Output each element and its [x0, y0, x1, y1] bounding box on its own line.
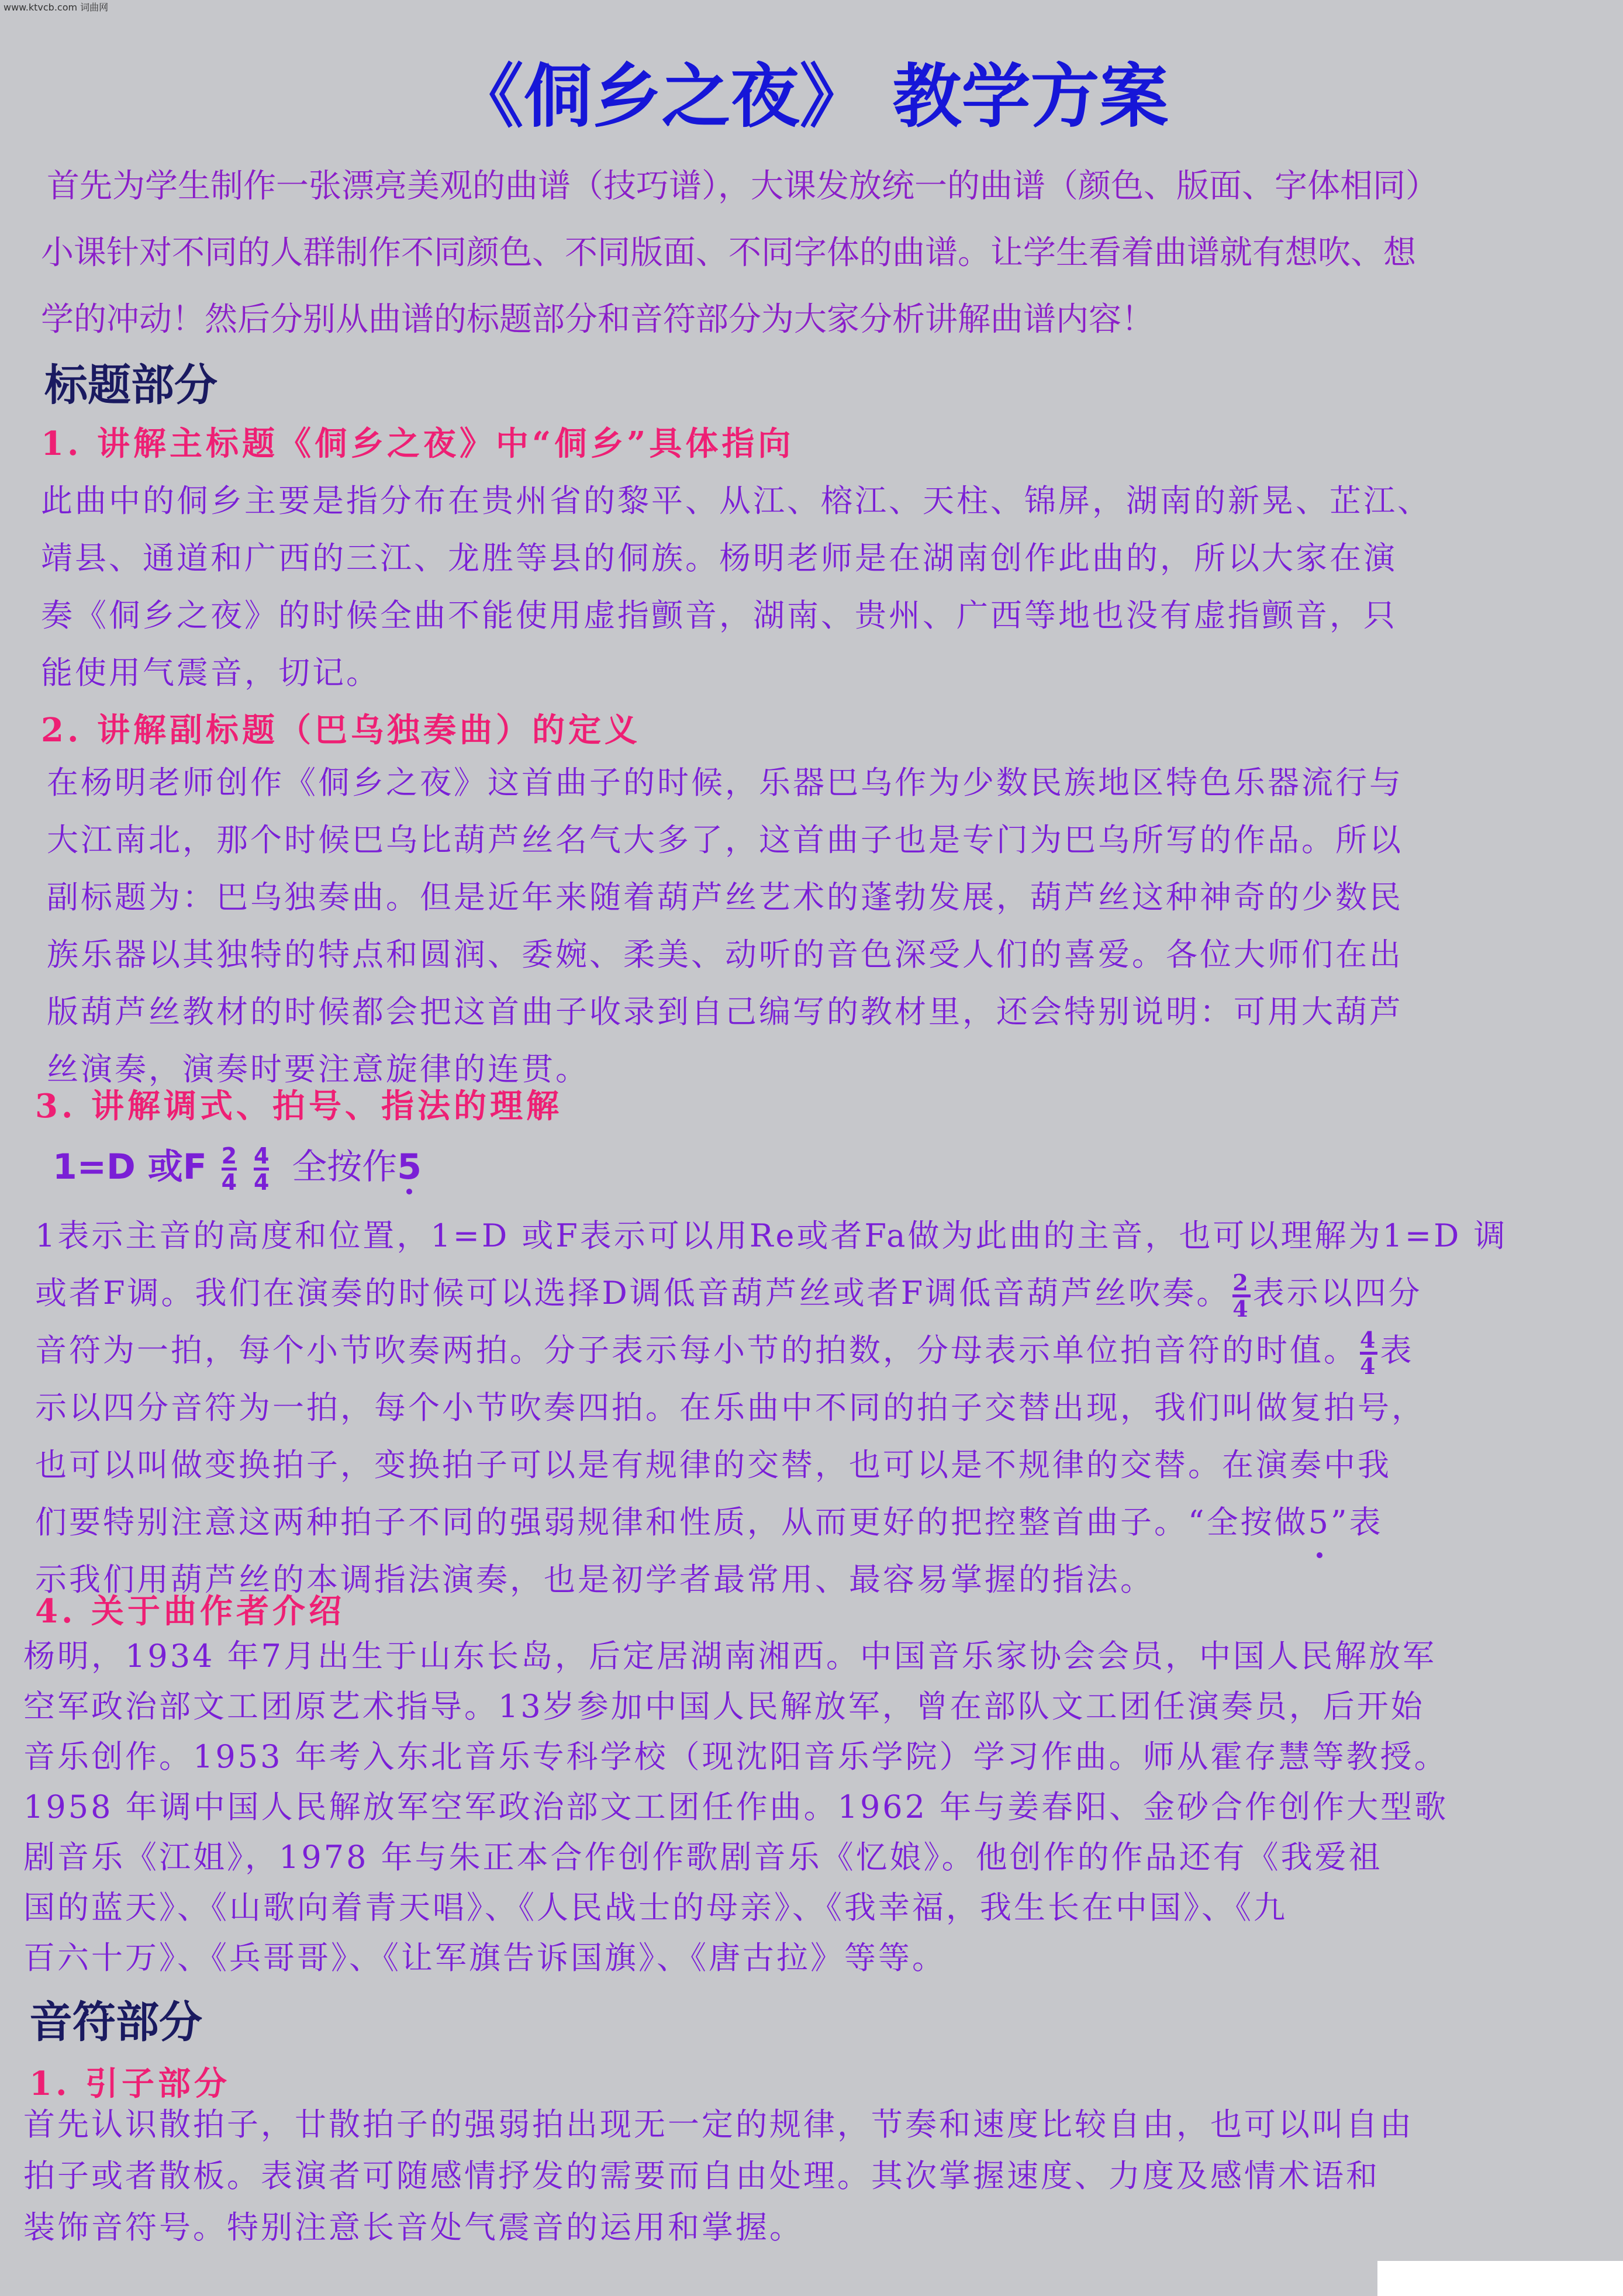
time-signature-4-4: $\frac{4}{4}$ [253, 1142, 270, 1195]
paragraph-line: 拍子或者散板。表演者可随感情抒发的需要而自由处理。其次掌握速度、力度及感情术语和 [23, 2157, 1380, 2194]
note-five-low: 5 [397, 1147, 422, 1187]
paragraph-line: 音符为一拍，每个小节吹奏两拍。分子表示每小节的拍数，分母表示单位拍音符的时值。 $\frac{4}{4}$ 表 [35, 1326, 1414, 1379]
section-heading-notes-part: 音符部分 [29, 1997, 202, 2048]
paragraph-line: 或者F调。我们在演奏的时候可以选择D调低音葫芦丝或者F调低音葫芦丝吹奏。 $\frac{2}{4}$ 表示以四分 [35, 1269, 1422, 1322]
key-prefix: 1=D 或F [53, 1147, 207, 1187]
paragraph-key-explanation [35, 1207, 1611, 1608]
paragraph-line: 奏《侗乡之夜》的时候全曲不能使用虚指颤音，湖南、贵州、广西等地也没有虚指颤音，只 [41, 597, 1397, 634]
intro-line: 学的冲动！然后分别从曲谱的标题部分和音符部分为大家分析讲解曲谱内容！ [41, 301, 1154, 339]
paragraph-line: 空军政治部文工团原艺术指导。13岁参加中国人民解放军，曾在部队文工团任演奏员，后开始 [23, 1688, 1425, 1725]
intro-line: 首先为学生制作一张漂亮美观的曲谱（技巧谱），大课发放统一的曲谱（颜色、版面、字体相同） [47, 167, 1438, 205]
paragraph-line: 1958 年调中国人民解放军空军政治部文工团任作曲。1962 年与姜春阳、金砂合作创作大型歌 [23, 1789, 1449, 1825]
watermark: www.ktvcb.com 词曲网 [4, 2, 109, 13]
paragraph-line: 们要特别注意这两种拍子不同的强弱规律和性质，从而更好的把控整首曲子。“全按做5”表 [35, 1494, 1611, 1551]
time-signature-2-4: $\frac{2}{4}$ [1232, 1269, 1251, 1322]
paragraph-line: 靖县、通道和广西的三江、龙胜等县的侗族。杨明老师是在湖南创作此曲的，所以大家在演 [41, 540, 1397, 576]
paragraph-line: 剧音乐《江姐》，1978 年与朱正本合作创作歌剧音乐《忆娘》。他创作的作品还有《我爱祖 [23, 1839, 1383, 1876]
key-suffix: 全按作 [292, 1147, 398, 1187]
blank-area [1377, 2261, 1623, 2296]
paragraph-line: 首先认识散拍子，廿散拍子的强弱拍出现无一定的规律，节奏和速度比较自由，也可以叫自由 [23, 2106, 1414, 2143]
intro-line: 小课针对不同的人群制作不同颜色、不同版面、不同字体的曲谱。让学生看着曲谱就有想吹、想 [41, 234, 1416, 272]
subheading-key-signature: 3. 讲解调式、拍号、指法的理解 [35, 1087, 562, 1125]
section-heading-title-part: 标题部分 [44, 360, 217, 410]
paragraph-composer [23, 1631, 1611, 1983]
page-title: 《侗乡之夜》 教学方案 [454, 56, 1169, 137]
paragraph-dong-region [41, 472, 1617, 702]
paragraph-line: 族乐器以其独特的特点和圆润、委婉、柔美、动听的音色深受人们的喜爱。各位大师们在出 [47, 936, 1403, 973]
subheading-intro-part: 1. 引子部分 [29, 2064, 230, 2103]
paragraph-intro-part [23, 2099, 1611, 2253]
subheading-subtitle: 2. 讲解副标题（巴乌独奏曲）的定义 [41, 711, 641, 750]
paragraph-line: 国的蓝天》、《山歌向着青天唱》、《人民战士的母亲》、《我幸福，我生长在中国》、《九 [23, 1889, 1287, 1926]
paragraph-line: 版葫芦丝教材的时候都会把这首曲子收录到自己编写的教材里，还会特别说明：可用大葫芦 [47, 993, 1403, 1030]
subheading-composer: 4. 关于曲作者介绍 [35, 1592, 345, 1631]
paragraph-line: 大江南北，那个时候巴乌比葫芦丝名气大多了，这首曲子也是专门为巴乌所写的作品。所以 [47, 821, 1403, 858]
intro-paragraph [41, 153, 1611, 353]
paragraph-line: 示我们用葫芦丝的本调指法演奏，也是初学者最常用、最容易掌握的指法。 [35, 1561, 1154, 1598]
paragraph-line: 此曲中的侗乡主要是指分布在贵州省的黎平、从江、榕江、天柱、锦屏，湖南的新晃、芷江、 [41, 482, 1431, 519]
paragraph-line: 丝演奏，演奏时要注意旋律的连贯。 [47, 1051, 589, 1087]
paragraph-line: 1表示主音的高度和位置，1=D 或F表示可以用Re或者Fa做为此曲的主音，也可以理解为1=D 调 [35, 1217, 1508, 1254]
key-signature-line [53, 1139, 422, 1194]
time-signature-2-4: $\frac{2}{4}$ [221, 1142, 237, 1195]
note-five-low: 5 [1308, 1494, 1331, 1551]
paragraph-line: 能使用气震音，切记。 [41, 654, 380, 691]
paragraph-line: 副标题为：巴乌独奏曲。但是近年来随着葫芦丝艺术的蓬勃发展，葫芦丝这种神奇的少数民 [47, 879, 1403, 916]
paragraph-bawu [47, 754, 1611, 1098]
paragraph-line: 示以四分音符为一拍，每个小节吹奏四拍。在乐曲中不同的拍子交替出现，我们叫做复拍号， [35, 1389, 1425, 1426]
paragraph-line: 百六十万》、《兵哥哥》、《让军旗告诉国旗》、《唐古拉》等等。 [23, 1939, 946, 1976]
paragraph-line: 杨明，1934 年7月出生于山东长岛，后定居湖南湘西。中国音乐家协会会员，中国人民解放军 [23, 1638, 1436, 1674]
time-signature-4-4: $\frac{4}{4}$ [1360, 1326, 1378, 1379]
paragraph-line: 装饰音符号。特别注意长音处气震音的运用和掌握。 [23, 2209, 803, 2246]
paragraph-line: 在杨明老师创作《侗乡之夜》这首曲子的时候，乐器巴乌作为少数民族地区特色乐器流行与 [47, 764, 1403, 801]
paragraph-line: 也可以叫做变换拍子，变换拍子可以是有规律的交替，也可以是不规律的交替。在演奏中我 [35, 1446, 1391, 1483]
paragraph-line: 音乐创作。1953 年考入东北音乐专科学校（现沈阳音乐学院）学习作曲。师从霍存慧等教授。 [23, 1738, 1448, 1775]
subheading-main-title: 1. 讲解主标题《侗乡之夜》中“侗乡”具体指向 [41, 424, 795, 463]
